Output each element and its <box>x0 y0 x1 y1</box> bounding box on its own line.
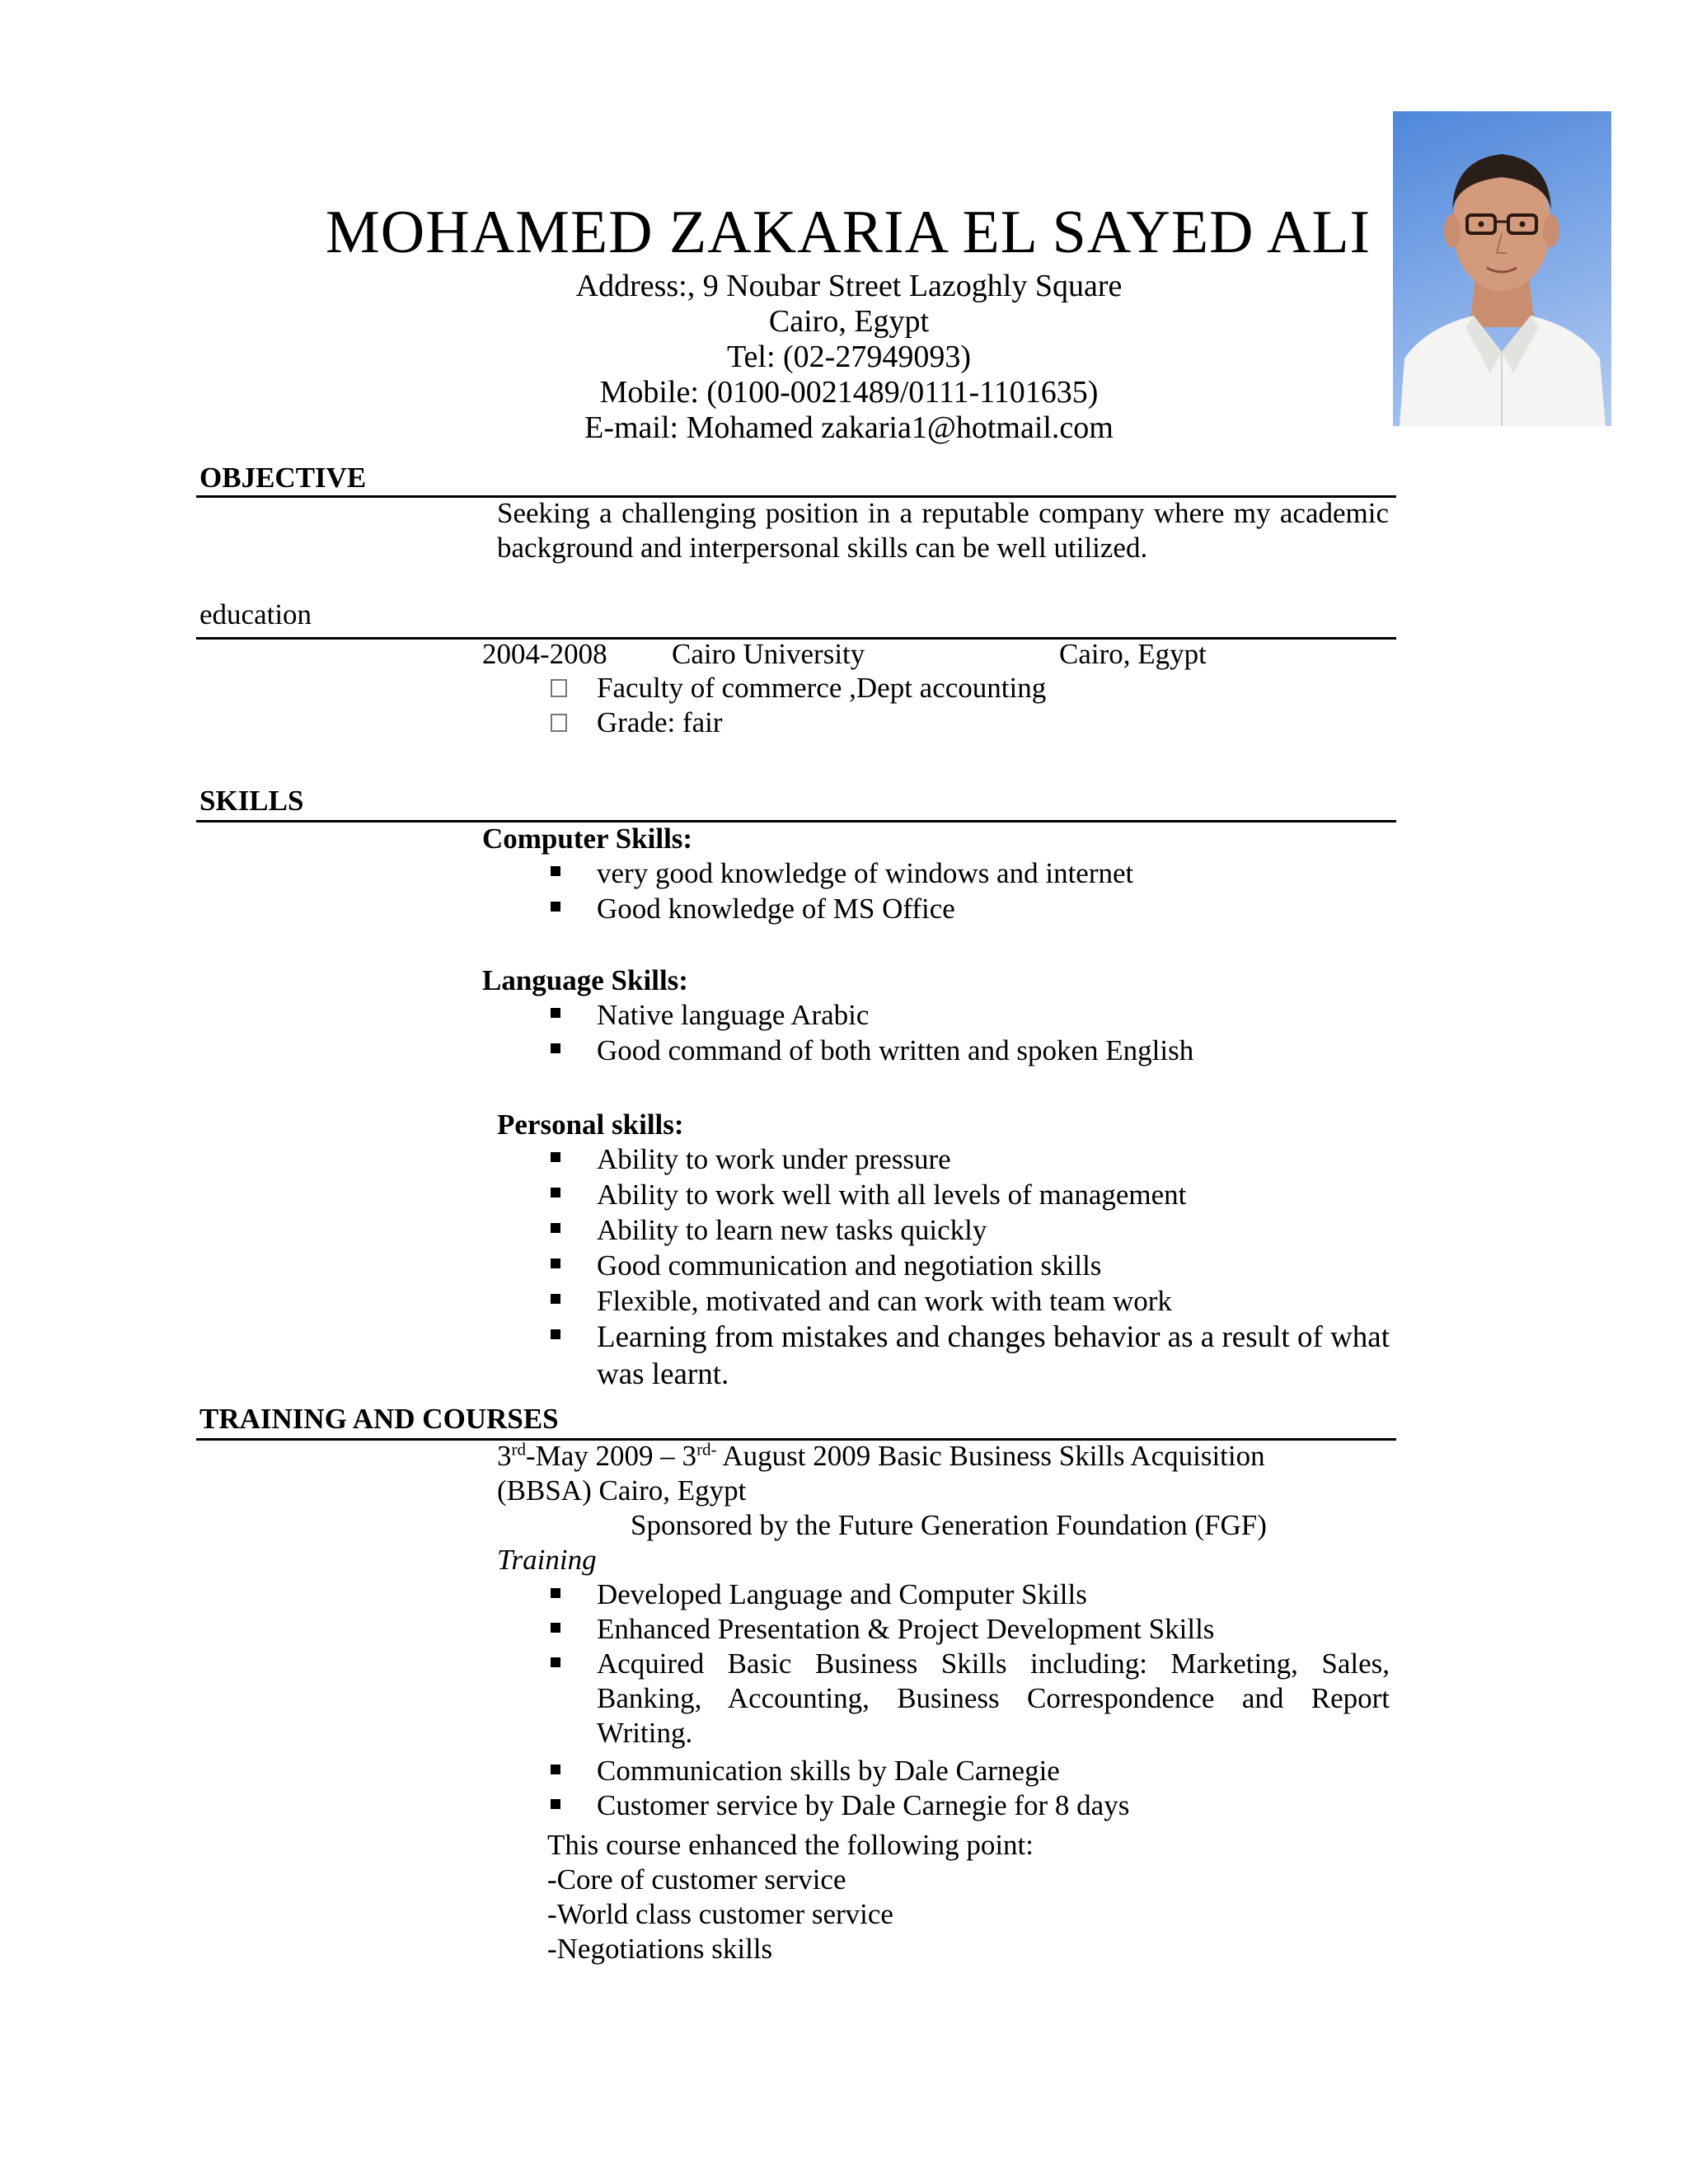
course-point: -Negotiations skills <box>547 1933 773 1965</box>
computer-skills-list <box>551 855 1390 926</box>
list-item: Enhanced Presentation & Project Development Skills <box>551 1612 1390 1647</box>
square-bullet-icon <box>551 1152 560 1162</box>
education-institution: Cairo University <box>672 638 865 670</box>
course-intro: This course enhanced the following point: <box>547 1829 1034 1861</box>
computer-skills-heading: Computer Skills: <box>482 823 693 855</box>
email-line: E-mail: Mohamed zakaria1@hotmail.com <box>584 410 1114 445</box>
square-bullet-icon <box>551 1223 560 1233</box>
square-bullet-icon <box>551 1294 560 1304</box>
square-bullet-icon <box>551 902 560 912</box>
list-item: Grade: fair <box>551 705 1046 740</box>
checkbox-bullet-icon <box>551 714 567 732</box>
list-item: Ability to work under pressure <box>551 1141 1390 1177</box>
objective-text: Seeking a challenging position in a reputable company where my academic background and interpersonal skills can be well utilized. <box>497 497 1389 564</box>
contact-block <box>486 269 1212 446</box>
tel-line: Tel: (02-27949093) <box>726 340 971 374</box>
list-item: Faculty of commerce ,Dept accounting <box>551 671 1046 705</box>
square-bullet-icon <box>551 1765 560 1774</box>
square-bullet-icon <box>551 1008 560 1018</box>
language-skills-list <box>551 997 1390 1068</box>
objective-heading: OBJECTIVE <box>199 462 367 494</box>
personal-skills-heading: Personal skills: <box>497 1108 684 1141</box>
list-item: Ability to learn new tasks quickly <box>551 1212 1390 1248</box>
list-item: Native language Arabic <box>551 997 1390 1033</box>
course-point: -Core of customer service <box>547 1863 846 1896</box>
square-bullet-icon <box>551 1258 560 1268</box>
square-bullet-icon <box>551 1329 560 1339</box>
course-point: -World class customer service <box>547 1898 893 1930</box>
address-line: Address:, 9 Noubar Street Lazoghly Square <box>575 269 1123 303</box>
square-bullet-icon <box>551 866 560 876</box>
education-years: 2004-2008 <box>482 638 607 670</box>
training-heading: TRAINING AND COURSES <box>199 1403 559 1435</box>
list-item: Good command of both written and spoken English <box>551 1033 1390 1068</box>
list-item: Customer service by Dale Carnegie for 8 days <box>551 1788 1390 1823</box>
list-item: Communication skills by Dale Carnegie <box>551 1754 1390 1788</box>
square-bullet-icon <box>551 1043 560 1053</box>
portrait-illustration <box>1393 111 1611 426</box>
square-bullet-icon <box>551 1188 560 1197</box>
list-item: Ability to work well with all levels of management <box>551 1177 1390 1212</box>
square-bullet-icon <box>551 1623 560 1633</box>
language-skills-heading: Language Skills: <box>482 964 688 996</box>
list-item: Acquired Basic Business Skills including: Marketing, Sales, Banking, Accounting, Business Correspondence and Report Writing. <box>551 1647 1390 1750</box>
square-bullet-icon <box>551 1588 560 1598</box>
list-item: Good knowledge of MS Office <box>551 891 1390 926</box>
training-subheading: Training <box>497 1544 597 1576</box>
education-heading: education <box>199 598 312 630</box>
training-location-line: (BBSA) Cairo, Egypt <box>497 1474 747 1507</box>
profile-photo <box>1393 111 1611 426</box>
education-location: Cairo, Egypt <box>1059 638 1207 670</box>
checkbox-bullet-icon <box>551 679 567 697</box>
list-item: very good knowledge of windows and internet <box>551 855 1390 891</box>
city-line: Cairo, Egypt <box>768 304 930 339</box>
square-bullet-icon <box>551 1799 560 1809</box>
personal-skills-list <box>551 1141 1390 1393</box>
skills-heading: SKILLS <box>199 785 304 817</box>
square-bullet-icon <box>551 1657 560 1667</box>
list-item: Learning from mistakes and changes behavior as a result of what was learnt. <box>551 1319 1390 1393</box>
training-list <box>551 1577 1390 1823</box>
list-item: Flexible, motivated and can work with team work <box>551 1283 1390 1319</box>
list-item: Good communication and negotiation skills <box>551 1248 1390 1283</box>
skills-divider <box>196 820 1396 823</box>
training-date-line: 3rd-May $2009 - 3^{rd-}$ August 2009 Basic Business Skills Acquisition <box>497 1439 1265 1472</box>
training-sponsor: Sponsored by the Future Generation Foundation (FGF) <box>631 1509 1267 1541</box>
mobile-line: Mobile: (0100-0021489/0111-1101635) <box>599 375 1099 410</box>
education-details <box>551 671 1046 740</box>
list-item: Developed Language and Computer Skills <box>551 1577 1390 1612</box>
candidate-name: MOHAMED ZAKARIA EL SAYED ALI <box>326 199 1372 266</box>
